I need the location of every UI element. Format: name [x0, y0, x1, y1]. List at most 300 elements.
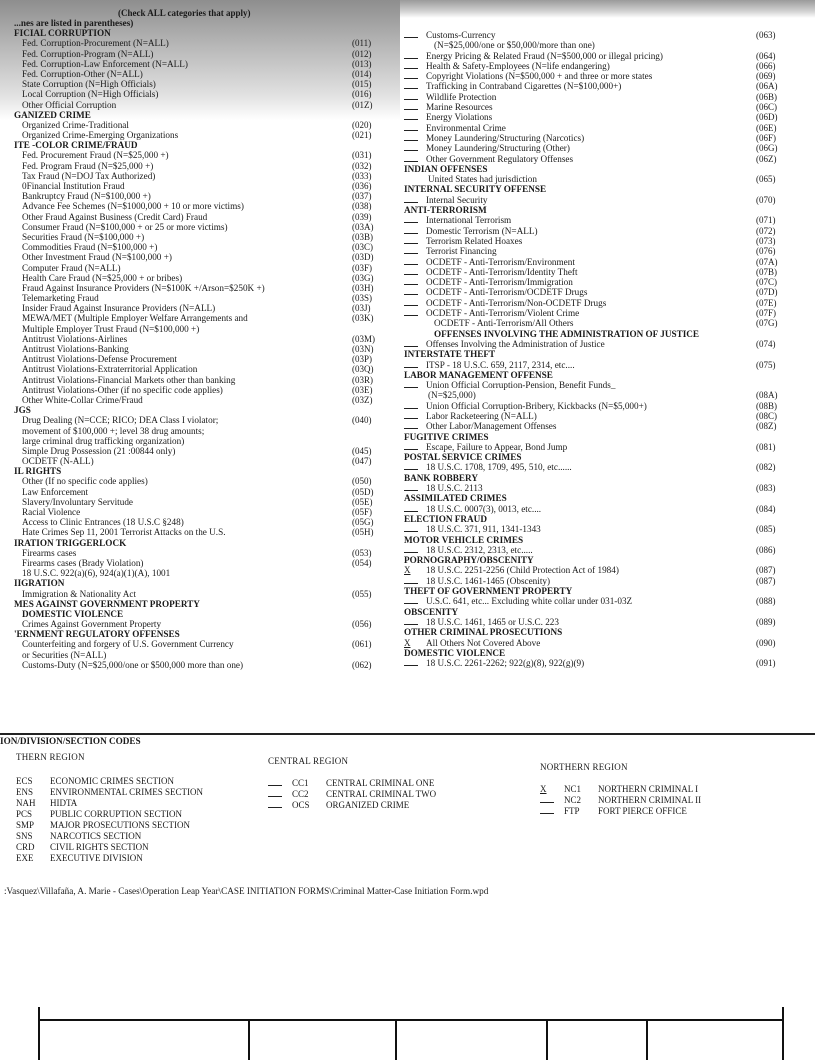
category-code: (08C): [756, 410, 777, 421]
category-heading: [14, 466, 332, 476]
checkbox-blank[interactable]: [404, 112, 418, 120]
section-divider: [0, 733, 815, 735]
category-label: MOTOR VEHICLE CRIMES: [404, 534, 524, 545]
category-code: (08B): [756, 400, 777, 411]
category-item: [14, 394, 373, 405]
category-label: THEFT OF GOVERNMENT PROPERTY: [404, 586, 573, 597]
category-item: [14, 262, 372, 273]
category-code: (07E): [756, 297, 777, 308]
category-label: Hate Crimes Sep 11, 2001 Terrorist Attacks on the U.S.: [22, 527, 226, 538]
category-item: [404, 565, 776, 576]
category-code: (03R): [352, 374, 373, 385]
category-code: (08Z): [756, 421, 777, 432]
category-code: (03D): [352, 252, 374, 263]
category-code: (073): [756, 235, 776, 246]
category-label: Marine Resources: [426, 102, 493, 113]
category-label: OCDETF (N-ALL): [22, 456, 94, 467]
category-label: OTHER CRIMINAL PROSECUTIONS: [404, 627, 563, 638]
category-label: FICIAL CORRUPTION: [14, 28, 111, 39]
checkbox-blank[interactable]: [404, 339, 418, 347]
category-item: [14, 415, 372, 426]
northern-region-title: NORTHERN REGION: [540, 762, 628, 772]
checkbox-blank[interactable]: [404, 411, 418, 419]
category-code: (083): [756, 483, 776, 494]
category-code: (071): [756, 215, 776, 226]
category-item: [14, 242, 373, 253]
category-item: [14, 58, 372, 69]
category-label: Other Investment Fraud (N=$100,000 +): [22, 252, 172, 263]
checkbox-blank[interactable]: [404, 421, 418, 429]
category-code: (065): [756, 174, 776, 185]
category-code: (054): [352, 557, 372, 568]
region-code-row: [540, 806, 701, 817]
category-code: (031): [352, 150, 372, 161]
checkbox-blank[interactable]: [404, 236, 418, 244]
checkbox-blank[interactable]: [404, 267, 418, 275]
category-code: (07B): [756, 266, 777, 277]
checkbox-checked[interactable]: X: [404, 565, 411, 576]
category-item: [14, 130, 372, 141]
category-code: (01Z): [352, 99, 373, 110]
category-code: (06Z): [756, 153, 777, 164]
region-name: NORTHERN CRIMINAL I: [598, 784, 699, 794]
category-label: or Securities (N=ALL): [22, 649, 107, 660]
category-item: [14, 201, 372, 212]
region-name: FORT PIERCE OFFICE: [598, 806, 687, 816]
checkbox-blank[interactable]: [404, 308, 418, 316]
category-code: (055): [352, 588, 372, 599]
region-name: HIDTA: [50, 798, 78, 808]
category-code: (040): [352, 415, 372, 426]
category-label: Antitrust Violations-Extraterritorial Application: [22, 364, 198, 375]
category-code: (070): [756, 194, 776, 205]
southern-region-title: THERN REGION: [16, 752, 85, 762]
category-code: (056): [352, 619, 372, 630]
region-name: PUBLIC CORRUPTION SECTION: [50, 809, 183, 819]
category-heading: [404, 452, 724, 462]
ledger-divider: [248, 1019, 250, 1060]
category-heading: [14, 599, 332, 609]
checkbox-blank[interactable]: [404, 504, 418, 512]
category-code: (020): [352, 119, 372, 130]
checkbox-blank[interactable]: [404, 133, 418, 141]
category-code: (03E): [352, 384, 373, 395]
checkbox-blank[interactable]: [268, 800, 282, 808]
category-code: (016): [352, 89, 372, 100]
category-code: (045): [352, 445, 372, 456]
region-abbr: NAH: [16, 798, 36, 808]
category-label: Terrorism Related Hoaxes: [426, 235, 523, 246]
category-item: [14, 354, 372, 365]
category-label: OFFENSES INVOLVING THE ADMINISTRATION OF JUSTICE: [434, 328, 700, 339]
checkbox-blank[interactable]: [268, 778, 282, 786]
checkbox-blank[interactable]: [404, 226, 418, 234]
category-item: [404, 122, 777, 133]
category-code: (06G): [756, 143, 778, 154]
category-label: Organized Crime-Emerging Organizations: [22, 130, 179, 141]
checkbox-blank[interactable]: [404, 360, 418, 368]
checkbox-blank[interactable]: [404, 524, 418, 532]
region-code-row: [16, 853, 203, 864]
category-code: (074): [756, 338, 776, 349]
category-label: ASSIMILATED CRIMES: [404, 493, 507, 504]
category-label: U.S.C. 641, etc... Excluding white collar under 031-03Z: [426, 596, 633, 607]
checkbox-blank[interactable]: [540, 795, 554, 803]
category-label: Energy Violations: [426, 112, 493, 123]
category-heading: [404, 535, 724, 545]
category-label: Other Official Corruption: [22, 99, 117, 110]
category-heading: [14, 405, 332, 415]
category-code: (05E): [352, 496, 373, 507]
category-item: [14, 303, 371, 314]
category-code: (07F): [756, 308, 776, 319]
category-code: (013): [352, 58, 372, 69]
category-item: [404, 30, 776, 40]
region-code-row: [268, 800, 436, 811]
category-item: [14, 99, 373, 110]
checkbox-blank[interactable]: [404, 298, 418, 306]
category-heading: [404, 164, 724, 174]
region-name: ECONOMIC CRIMES SECTION: [50, 776, 175, 786]
category-item: [404, 441, 776, 452]
category-item: [404, 338, 776, 349]
checkbox-blank[interactable]: [404, 246, 418, 254]
checkbox-blank[interactable]: [404, 401, 418, 409]
region-code-row: [16, 787, 203, 798]
checkbox-blank[interactable]: [404, 92, 418, 100]
category-item: [14, 333, 375, 344]
category-label: ...nes are listed in parentheses): [14, 18, 134, 28]
ledger-divider: [646, 1019, 648, 1060]
category-label: 18 U.S.C. 2113: [426, 483, 483, 494]
category-label: Other White-Collar Crime/Fraud: [22, 394, 143, 405]
category-label: BANK ROBBERY: [404, 472, 478, 483]
category-code: (03Q): [352, 364, 374, 375]
region-name: NORTHERN CRIMINAL II: [598, 795, 702, 805]
category-item: [14, 313, 374, 324]
region-abbr: SNS: [16, 831, 33, 841]
category-label: 18 U.S.C. 1708, 1709, 495, 510, etc......: [426, 462, 572, 473]
category-label: FUGITIVE CRIMES: [404, 431, 489, 442]
category-code: (012): [352, 48, 372, 59]
category-code: (03S): [352, 293, 372, 304]
category-item: [14, 191, 372, 202]
central-region-title: CENTRAL REGION: [268, 756, 349, 766]
category-code: (084): [756, 503, 776, 514]
category-code: (05H): [352, 527, 374, 538]
checkbox-blank[interactable]: [404, 143, 418, 151]
category-item: [14, 324, 332, 334]
category-label: Telemarketing Fraud: [22, 293, 99, 304]
category-code: (06B): [756, 91, 777, 102]
category-heading: [404, 473, 724, 483]
category-label: Health & Safety-Employees (N=life endangering): [426, 60, 610, 71]
category-item: [404, 287, 778, 298]
category-code: (05D): [352, 486, 374, 497]
category-code: (06F): [756, 132, 776, 143]
region-name: NARCOTICS SECTION: [50, 831, 142, 841]
category-label: (N=$25,000/one or $50,000/more than one): [434, 40, 595, 51]
central-region-list: [268, 778, 436, 811]
checkbox-blank[interactable]: [404, 617, 418, 625]
category-label: 0Financial Institution Fraud: [22, 181, 125, 191]
top-header-fragment: (Check ALL categories that apply): [118, 8, 251, 18]
category-label: Fed. Program Fraud (N=$25,000 +): [22, 160, 154, 171]
category-label: Copyright Violations (N=$500,000 + and three or more states: [426, 71, 653, 82]
category-label: OCDETF - Anti-Terrorism/Violent Crime: [426, 308, 580, 319]
category-code: (087): [756, 575, 776, 586]
category-code: (08A): [756, 390, 778, 401]
region-code-row: [268, 778, 436, 789]
category-label: Environmental Crime: [426, 122, 506, 133]
file-path-footer: :Vasquez\Villafaña, A. Marie - Cases\Operation Leap Year\CASE INITIATION FORMS\Criminal Matter-Case Initiation Form.wpd: [4, 886, 489, 896]
region-name: CIVIL RIGHTS SECTION: [50, 842, 149, 852]
category-code: (066): [756, 60, 776, 71]
category-code: (053): [352, 547, 372, 558]
checkbox-blank[interactable]: [404, 287, 418, 295]
checkbox-blank[interactable]: [404, 596, 418, 604]
checkbox-blank[interactable]: [404, 215, 418, 223]
checkbox-blank[interactable]: [540, 806, 554, 814]
category-item: [14, 476, 372, 487]
category-item: [14, 293, 372, 304]
category-label: Fraud Against Insurance Providers (N=$100K +/Arson=$250K +): [22, 282, 265, 293]
category-code: (03Z): [352, 394, 373, 405]
category-heading: [14, 18, 332, 28]
category-item: [404, 174, 776, 185]
category-label: Antitrust Violations-Defense Procurement: [22, 354, 177, 365]
category-label: Firearms cases: [22, 547, 77, 558]
category-item: [404, 194, 776, 205]
category-label: United States had jurisdiction: [428, 174, 537, 185]
category-item: [14, 231, 373, 242]
category-item: [14, 79, 372, 90]
region-abbr: NC2: [564, 795, 582, 805]
category-heading: [404, 432, 724, 442]
category-label: Advance Fee Schemes (N=$1000,000 + 10 or more victims): [22, 201, 244, 212]
category-label: PORNOGRAPHY/OBSCENITY: [404, 555, 534, 566]
category-label: ITSP - 18 U.S.C. 659, 2117, 2314, etc....: [426, 359, 575, 370]
category-code: (07G): [756, 318, 778, 329]
category-label: Other Labor/Management Offenses: [426, 421, 557, 432]
checkbox-blank[interactable]: [268, 789, 282, 797]
category-code: (081): [756, 441, 776, 452]
checkbox-blank[interactable]: [404, 154, 418, 162]
category-label: Antitrust Violations-Financial Markets other than banking: [22, 374, 236, 385]
category-item: [404, 318, 778, 329]
category-item: [14, 507, 372, 517]
category-code: (03P): [352, 354, 372, 365]
category-label: Offenses Involving the Administration of Justice: [426, 338, 605, 349]
category-label: Energy Pricing & Related Fraud (N=$500,000 or illegal pricing): [426, 50, 663, 61]
region-abbr: CC2: [292, 789, 309, 799]
category-label: Fed. Corruption-Program (N=ALL): [22, 48, 154, 59]
category-item: [14, 527, 374, 538]
category-label: Fed. Corruption-Other (N=ALL): [22, 68, 143, 79]
category-item: [404, 256, 778, 267]
southern-region: [16, 752, 203, 864]
checkbox-blank[interactable]: [404, 123, 418, 131]
region-name: EXECUTIVE DIVISION: [50, 853, 143, 863]
category-code: (037): [352, 191, 372, 202]
category-heading: [14, 28, 332, 38]
category-code: (015): [352, 79, 372, 90]
category-label: DOMESTIC VIOLENCE: [404, 647, 506, 658]
category-code: (036): [352, 181, 372, 191]
category-label: Customs-Duty (N=$25,000/one or $500,000 more than one): [22, 659, 244, 670]
checkbox-blank[interactable]: [404, 576, 418, 584]
category-label: Antitrust Violations-Banking: [22, 344, 129, 354]
checkbox-checked[interactable]: X: [540, 784, 547, 794]
checkbox-blank[interactable]: [404, 61, 418, 69]
region-code-row: [16, 842, 203, 853]
checkbox-blank[interactable]: [404, 30, 418, 38]
category-code: (03H): [352, 282, 374, 293]
category-code: (06D): [756, 112, 778, 123]
checkbox-blank[interactable]: [404, 380, 418, 388]
category-item: [14, 119, 372, 130]
category-item: [404, 462, 776, 473]
checkbox-blank[interactable]: [404, 51, 418, 59]
category-code: (03C): [352, 242, 373, 253]
category-item: [14, 445, 372, 456]
category-item: [14, 221, 374, 232]
category-item: [14, 282, 374, 293]
category-item: [14, 659, 372, 670]
category-item: [14, 150, 372, 161]
category-label: movement of $100,000 +; level 38 drug amounts;: [22, 425, 205, 436]
category-item: [404, 297, 777, 308]
category-label: large criminal drug trafficking organization): [22, 435, 185, 446]
checkbox-blank[interactable]: [404, 102, 418, 110]
category-item: [404, 616, 776, 627]
category-code: (03N): [352, 344, 374, 354]
category-label: JGS: [14, 405, 31, 416]
category-heading: [14, 538, 332, 548]
category-item: [404, 637, 776, 648]
category-code: (039): [352, 211, 372, 222]
checkbox-blank[interactable]: [404, 195, 418, 203]
category-code: (047): [352, 456, 372, 467]
scan-shadow-top: [400, 0, 815, 18]
category-item: [14, 456, 372, 467]
region-abbr: EXE: [16, 853, 34, 863]
category-label: Bankruptcy Fraud (N=$100,000 +): [22, 191, 151, 202]
category-label: Slavery/Involuntary Servitude: [22, 496, 133, 507]
northern-region-list: [540, 784, 701, 817]
category-label: Money Laundering/Structuring (Narcotics): [426, 132, 585, 143]
category-code: (032): [352, 160, 372, 171]
category-label: Escape, Failure to Appear, Bond Jump: [426, 441, 568, 452]
category-code: (03A): [352, 221, 374, 232]
category-code: (089): [756, 616, 776, 627]
category-item: [14, 557, 372, 568]
ledger-divider: [782, 1007, 784, 1060]
category-label: State Corruption (N=High Officials): [22, 79, 156, 90]
category-label: 18 U.S.C. 371, 911, 1341-1343: [426, 524, 541, 535]
category-code: (07A): [756, 256, 778, 267]
category-item: [404, 359, 776, 370]
category-item: [404, 40, 724, 50]
category-item: [14, 486, 374, 497]
region-abbr: ENS: [16, 787, 34, 797]
category-label: IL RIGHTS: [14, 466, 62, 477]
region-abbr: FTP: [564, 806, 580, 816]
category-heading: [404, 555, 724, 565]
region-abbr: ECS: [16, 776, 33, 786]
category-label: 18 U.S.C. 1461-1465 (Obscenity): [426, 575, 551, 586]
checkbox-blank[interactable]: [404, 442, 418, 450]
category-item: [14, 364, 374, 375]
category-heading: [404, 329, 724, 339]
category-label: (N=$25,000): [428, 390, 476, 401]
category-label: Fed. Corruption-Procurement (N=ALL): [22, 38, 169, 49]
category-label: Other Fraud Against Business (Credit Card) Fraud: [22, 211, 208, 222]
category-label: 18 U.S.C. 2312, 2313, etc.....: [426, 544, 533, 555]
category-code: (021): [352, 130, 372, 141]
category-item: [404, 277, 777, 288]
category-label: OBSCENITY: [404, 606, 459, 617]
checkbox-blank[interactable]: [404, 257, 418, 265]
category-code: (038): [352, 201, 372, 212]
category-label: DOMESTIC VIOLENCE: [22, 608, 124, 619]
checkbox-blank[interactable]: [404, 658, 418, 666]
category-code: (072): [756, 225, 776, 236]
category-code: (088): [756, 596, 776, 607]
region-name: ENVIRONMENTAL CRIMES SECTION: [50, 787, 203, 797]
category-code: (07C): [756, 277, 777, 288]
category-item: [14, 547, 372, 558]
category-label: OCDETF - Anti-Terrorism/All Others: [434, 318, 574, 329]
checkbox-blank[interactable]: [404, 81, 418, 89]
checkbox-blank[interactable]: [404, 277, 418, 285]
category-code: (069): [756, 71, 776, 82]
category-label: Firearms cases (Brady Violation): [22, 557, 144, 568]
category-item: [404, 524, 776, 535]
left-category-column: [14, 18, 375, 670]
region-name: ORGANIZED CRIME: [326, 800, 410, 810]
category-label: Multiple Employer Trust Fraud (N=$100,000 +): [22, 323, 200, 334]
category-label: INTERSTATE THEFT: [404, 349, 496, 360]
category-item: [404, 410, 777, 421]
category-label: OCDETF - Anti-Terrorism/Identity Theft: [426, 266, 578, 277]
checkbox-blank[interactable]: [404, 545, 418, 553]
category-heading: [14, 140, 332, 150]
category-label: Internal Security: [426, 194, 488, 205]
category-item: [404, 102, 777, 113]
category-heading: [404, 184, 724, 194]
category-label: Fed. Procurement Fraud (N=$25,000 +): [22, 150, 169, 161]
category-item: [14, 181, 372, 191]
category-item: [14, 384, 373, 395]
category-item: [14, 496, 373, 507]
category-code: (082): [756, 462, 776, 473]
category-item: [404, 246, 776, 257]
category-item: [404, 153, 777, 164]
category-label: Securities Fraud (N=$100,000 +): [22, 231, 145, 242]
checkbox-checked[interactable]: X: [404, 637, 411, 648]
category-item: [14, 650, 332, 660]
category-label: Tax Fraud (N=DOJ Tax Authorized): [22, 170, 156, 181]
region-code-row: [16, 809, 203, 820]
checkbox-blank[interactable]: [404, 483, 418, 491]
checkbox-blank[interactable]: [404, 462, 418, 470]
checkbox-blank[interactable]: [404, 71, 418, 79]
category-label: OCDETF - Anti-Terrorism/Immigration: [426, 277, 573, 288]
category-item: [404, 71, 776, 82]
category-item: [14, 160, 372, 171]
category-label: Other Government Regulatory Offenses: [426, 153, 574, 164]
